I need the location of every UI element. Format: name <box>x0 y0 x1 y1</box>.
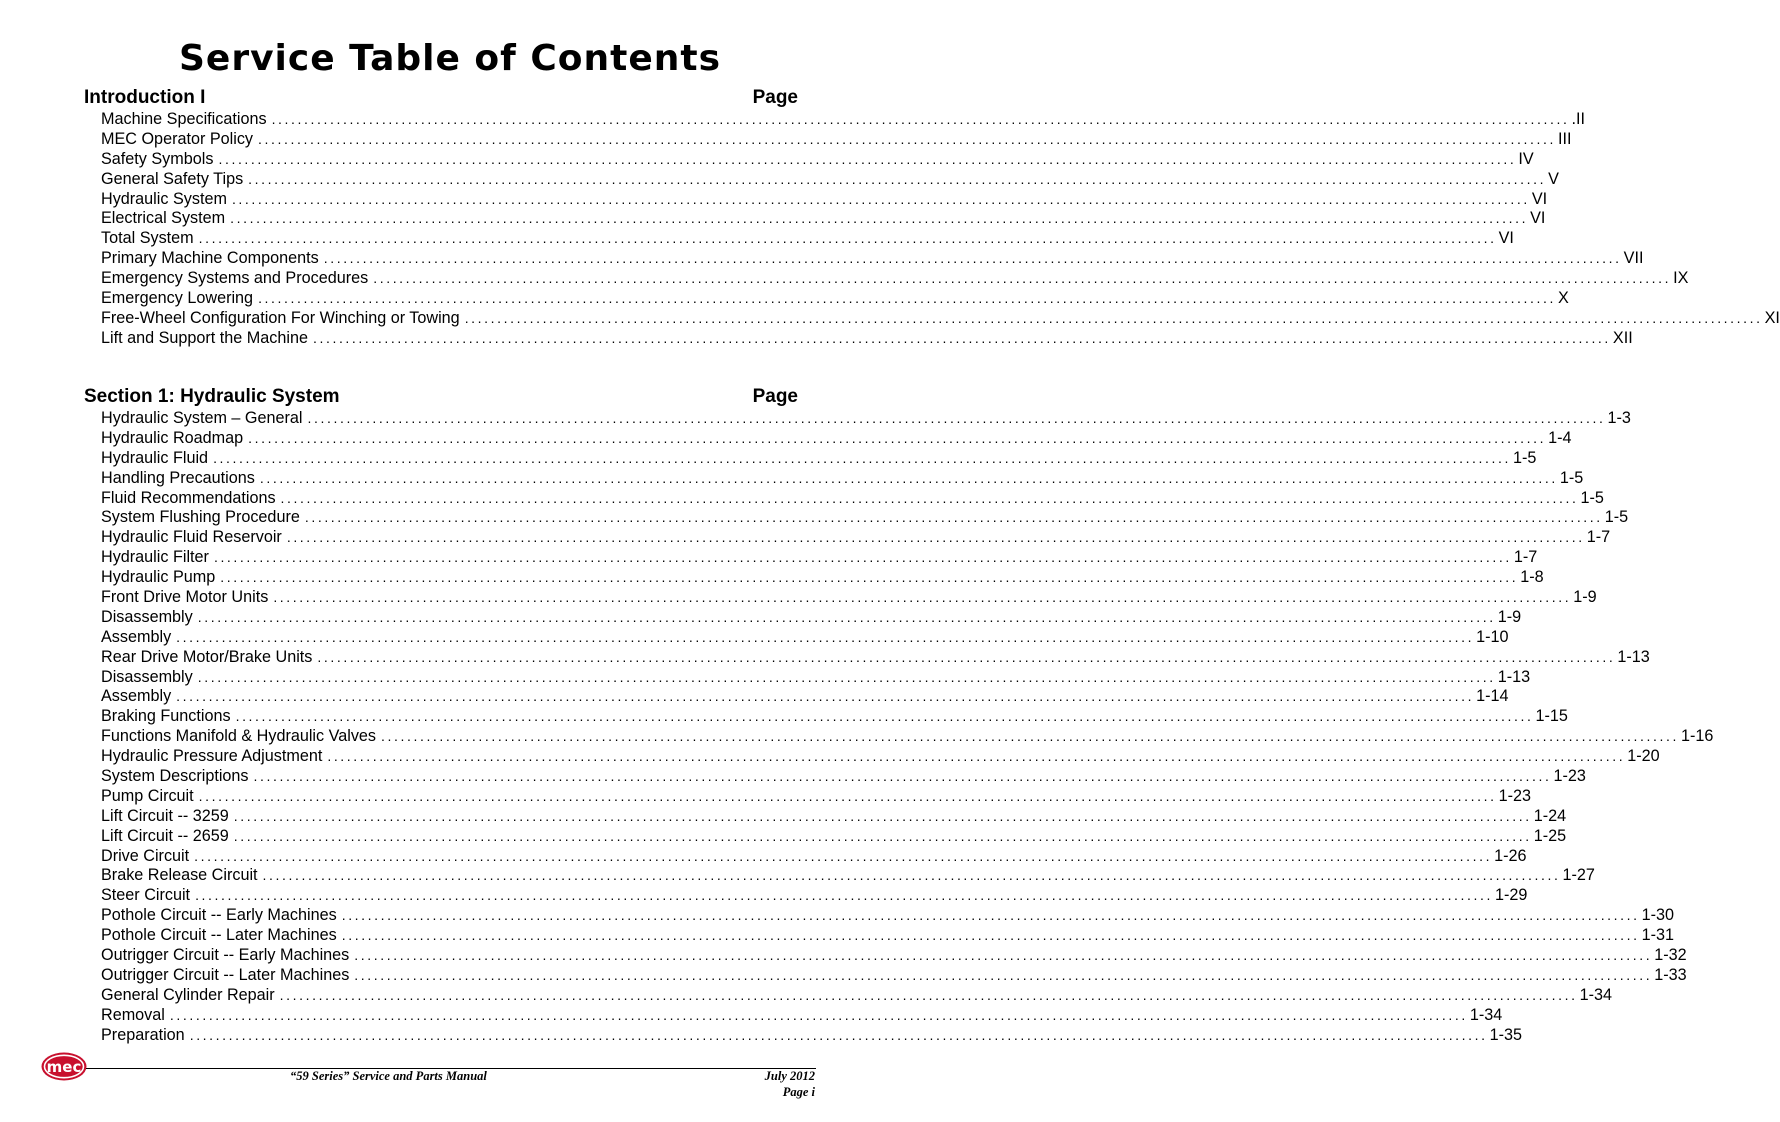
toc-entry-title: Emergency Lowering <box>101 289 254 308</box>
toc-entry-page: 1-9 <box>1497 607 1522 626</box>
toc-entry[interactable] <box>101 786 1531 807</box>
dot-leader: ........................................................................................................................................................................................................ <box>169 1006 1468 1023</box>
toc-entry-page: 1-5 <box>1559 468 1584 487</box>
toc-entry-title: Hydraulic Fluid <box>101 448 209 467</box>
toc-entry-page: XI <box>1764 308 1780 327</box>
toc-entry[interactable] <box>101 209 1546 229</box>
toc-entry-title: Safety Symbols <box>101 149 214 168</box>
dot-leader: ........................................................................................................................................................................................................ <box>194 847 1493 864</box>
dot-leader: ........................................................................................................................................................................................................ <box>286 529 1585 546</box>
dot-leader: ........................................................................................................................................................................................................ <box>231 190 1530 207</box>
toc-entry[interactable] <box>101 269 1689 289</box>
toc-entry-title: Hydraulic Filter <box>101 548 209 567</box>
toc-entry[interactable] <box>101 806 1567 827</box>
toc-entry-page: X <box>1558 289 1569 308</box>
toc-entry-title: Braking Functions <box>101 707 231 726</box>
toc-entry-page: 1-34 <box>1579 985 1612 1004</box>
hydraulic-section <box>84 385 1714 1046</box>
dot-leader: ........................................................................................................................................................................................................ <box>258 290 1556 307</box>
toc-entry-page: 1-26 <box>1494 846 1527 865</box>
page-title: Service Table of Contents <box>178 38 722 79</box>
toc-entry-title: General Safety Tips <box>101 169 244 188</box>
dot-leader: ........................................................................................................................................................................................................ <box>312 329 1611 346</box>
toc-entry-title: Lift and Support the Machine <box>101 328 308 347</box>
toc-entry-page: 1-16 <box>1680 727 1714 746</box>
toc-entry-page: 1-13 <box>1617 647 1650 666</box>
toc-entry-page: 1-25 <box>1533 826 1567 845</box>
toc-entry-title: Pump Circuit <box>101 786 194 805</box>
toc-entry[interactable] <box>101 568 1544 588</box>
toc-entry-page: 1-9 <box>1573 588 1597 607</box>
dot-leader: ........................................................................................................................................................................................................ <box>341 927 1640 944</box>
toc-entry-title: System Flushing Procedure <box>101 508 300 527</box>
toc-entry-title: Pothole Circuit -- Early Machines <box>101 906 337 925</box>
dot-leader: ........................................................................................................................................................................................................ <box>304 509 1603 526</box>
toc-entry-title: General Cylinder Repair <box>101 985 275 1004</box>
toc-entry-page: VI <box>1498 229 1514 248</box>
toc-entry[interactable] <box>101 488 1604 509</box>
toc-entry[interactable] <box>101 667 1531 688</box>
toc-entry[interactable] <box>101 528 1611 548</box>
toc-entry-page: 1-20 <box>1627 747 1660 766</box>
footer-date: July 2012 <box>764 1069 815 1083</box>
toc-entry[interactable] <box>101 110 1585 130</box>
dot-leader: ........................................................................................................................................................................................................ <box>230 210 1529 227</box>
dot-leader: ........................................................................................................................................................................................................ <box>189 1026 1488 1043</box>
toc-entry-page: 1-4 <box>1548 428 1572 447</box>
dot-leader: ........................................................................................................................................................................................................ <box>197 608 1496 625</box>
dot-leader: ........................................................................................................................................................................................................ <box>381 728 1679 745</box>
toc-entry-page: IV <box>1518 149 1534 168</box>
toc-entry[interactable] <box>101 328 1633 349</box>
manual-title: “59 Series” Service and Parts Manual <box>290 1069 487 1083</box>
toc-entry[interactable] <box>101 548 1538 568</box>
toc-entry-title: Hydraulic System <box>101 189 227 208</box>
dot-leader: ........................................................................................................................................................................................................ <box>280 489 1579 506</box>
toc-entry-page: 1-24 <box>1533 806 1567 825</box>
toc-entry-list <box>84 110 1780 349</box>
dot-leader: ........................................................................................................................................................................................................ <box>233 807 1532 824</box>
toc-entry-title: Assembly <box>101 687 172 706</box>
toc-entry-title: Primary Machine Components <box>101 249 319 268</box>
toc-entry[interactable] <box>101 508 1629 528</box>
toc-entry-title: Lift Circuit -- 2659 <box>101 826 229 845</box>
page-column-label: Page <box>752 87 798 108</box>
dot-leader: ........................................................................................................................................................................................................ <box>327 748 1626 765</box>
toc-entry[interactable] <box>101 229 1514 249</box>
toc-entry[interactable] <box>101 627 1509 648</box>
toc-entry[interactable] <box>101 588 1597 608</box>
footer-page-number: Page i <box>782 1085 815 1099</box>
dot-leader: ........................................................................................................................................................................................................ <box>323 250 1622 267</box>
toc-entry-title: Emergency Systems and Procedures <box>101 269 369 288</box>
toc-entry[interactable] <box>101 926 1675 946</box>
toc-entry[interactable] <box>101 747 1660 767</box>
dot-leader: ........................................................................................................................................................................................................ <box>220 569 1519 586</box>
toc-entry-title: Assembly <box>101 627 172 646</box>
toc-entry-title: Free-Wheel Configuration For Winching or Towing <box>101 308 460 327</box>
toc-entry-title: Drive Circuit <box>101 846 190 865</box>
toc-entry-title: Hydraulic Pressure Adjustment <box>101 747 323 766</box>
toc-entry-title: MEC Operator Policy <box>101 129 254 148</box>
dot-leader: ........................................................................................................................................................................................................ <box>176 688 1475 705</box>
toc-entry[interactable] <box>101 985 1612 1006</box>
toc-entry-page: IX <box>1673 269 1689 288</box>
toc-entry-page: 1-34 <box>1469 1005 1503 1024</box>
toc-entry[interactable] <box>101 308 1780 329</box>
dot-leader: ........................................................................................................................................................................................................ <box>248 429 1547 446</box>
toc-entry-page: 1-23 <box>1553 767 1586 786</box>
toc-entry-page: 1-32 <box>1654 946 1687 965</box>
toc-entry-page: 1-5 <box>1513 448 1537 467</box>
toc-entry[interactable] <box>101 1025 1523 1046</box>
dot-leader: ........................................................................................................................................................................................................ <box>218 150 1517 167</box>
dot-leader: ........................................................................................................................................................................................................ <box>233 827 1532 844</box>
toc-entry-title: Outrigger Circuit -- Later Machines <box>101 965 350 984</box>
toc-entry[interactable] <box>101 249 1644 269</box>
dot-leader: ........................................................................................................................................................................................................ <box>176 628 1475 645</box>
dot-leader: ........................................................................................................................................................................................................ <box>464 309 1763 326</box>
logo-text: mec <box>46 1058 82 1076</box>
toc-entry-title: Disassembly <box>101 667 193 686</box>
toc-entry[interactable] <box>101 886 1528 906</box>
toc-entry-title: Hydraulic Roadmap <box>101 428 244 447</box>
toc-entry-page: VII <box>1623 249 1644 268</box>
toc-entry[interactable] <box>101 607 1522 628</box>
toc-entry-title: Hydraulic System – General <box>101 409 303 427</box>
toc-entry[interactable] <box>101 826 1567 847</box>
toc-entry-page: 1-13 <box>1497 667 1531 686</box>
toc-entry[interactable] <box>101 409 1631 429</box>
dot-leader: ........................................................................................................................................................................................................ <box>307 410 1606 426</box>
dot-leader: ........................................................................................................................................................................................................ <box>235 708 1534 725</box>
toc-entry-title: Steer Circuit <box>101 886 191 905</box>
toc-entry[interactable] <box>101 687 1509 707</box>
toc-entry[interactable] <box>101 149 1534 170</box>
toc-entry-page: 1-29 <box>1495 886 1528 905</box>
toc-entry-page: 1-10 <box>1476 627 1509 646</box>
toc-entry-title: Hydraulic Fluid Reservoir <box>101 528 282 547</box>
toc-entry-page: 1-27 <box>1562 866 1595 885</box>
section-heading: Introduction I <box>84 87 206 108</box>
toc-entry[interactable] <box>101 906 1675 926</box>
toc-entry-title: Brake Release Circuit <box>101 866 258 885</box>
toc-entry-title: Front Drive Motor Units <box>101 588 269 607</box>
dot-leader: ........................................................................................................................................................................................................ <box>373 270 1672 287</box>
dot-leader: ........................................................................................................................................................................................................ <box>341 907 1640 924</box>
dot-leader: ........................................................................................................................................................................................................ <box>198 230 1497 247</box>
section-heading: Section 1: Hydraulic System <box>84 386 340 407</box>
dot-leader: ........................................................................................................................................................................................................ <box>273 589 1572 606</box>
toc-entry-page: 1-35 <box>1489 1025 1523 1044</box>
dot-leader: ........................................................................................................................................................................................................ <box>354 966 1653 983</box>
toc-entry-title: Handling Precautions <box>101 468 255 487</box>
toc-entry-page: 1-15 <box>1535 707 1568 726</box>
toc-entry[interactable] <box>101 647 1650 668</box>
toc-entry-page: VI <box>1530 209 1546 228</box>
toc-entry-page: 1-3 <box>1607 409 1631 427</box>
toc-entry[interactable] <box>101 846 1527 867</box>
toc-entry-page: 1-31 <box>1641 926 1675 945</box>
toc-entry[interactable] <box>101 428 1572 449</box>
toc-entry-page: 1-7 <box>1513 548 1538 567</box>
toc-entry-title: Pothole Circuit -- Later Machines <box>101 926 337 945</box>
toc-entry-title: Preparation <box>101 1025 185 1044</box>
toc-entry-page: 1-30 <box>1641 906 1675 925</box>
toc-entry-page: 1-33 <box>1654 965 1687 984</box>
toc-entry-title: Lift Circuit -- 3259 <box>101 806 229 825</box>
dot-leader: ........................................................................................................................................................................................................ <box>271 111 1570 127</box>
toc-entry-page: 1-5 <box>1580 488 1604 507</box>
dot-leader: ........................................................................................................................................................................................................ <box>262 867 1561 884</box>
dot-leader: ........................................................................................................................................................................................................ <box>197 668 1496 685</box>
toc-entry-title: Hydraulic Pump <box>101 568 216 587</box>
toc-entry-title: Disassembly <box>101 607 193 626</box>
toc-entry-title: Rear Drive Motor/Brake Units <box>101 647 313 666</box>
toc-entry[interactable] <box>101 767 1586 787</box>
toc-entry-page: V <box>1548 169 1559 188</box>
dot-leader: ........................................................................................................................................................................................................ <box>253 768 1552 785</box>
toc-entry-page: 1-5 <box>1604 508 1629 527</box>
introduction-section <box>84 86 1780 349</box>
toc-entry[interactable] <box>101 169 1559 190</box>
toc-entry[interactable] <box>101 866 1595 886</box>
page-column-label: Page <box>752 386 798 407</box>
dot-leader: ........................................................................................................................................................................................................ <box>317 648 1616 665</box>
toc-entry-title: Functions Manifold & Hydraulic Valves <box>101 727 377 746</box>
toc-entry[interactable] <box>101 1005 1503 1026</box>
toc-entry[interactable] <box>101 707 1568 727</box>
toc-entry-page: 1-8 <box>1520 568 1544 587</box>
toc-entry[interactable] <box>101 468 1584 489</box>
dot-leader: ........................................................................................................................................................................................................ <box>279 986 1578 1003</box>
dot-leader: ........................................................................................................................................................................................................ <box>248 170 1547 187</box>
toc-entry-title: Removal <box>101 1005 165 1024</box>
toc-entry-page: .II <box>1571 110 1585 128</box>
toc-entry-page: XII <box>1612 328 1633 347</box>
section-header <box>84 385 798 409</box>
dot-leader: ........................................................................................................................................................................................................ <box>258 130 1556 147</box>
toc-entry[interactable] <box>101 289 1569 309</box>
toc-entry-title: Fluid Recommendations <box>101 488 276 507</box>
toc-entry-title: Total System <box>101 229 194 248</box>
toc-entry-page: VI <box>1531 189 1548 208</box>
dot-leader: ........................................................................................................................................................................................................ <box>213 549 1512 566</box>
section-header <box>84 86 798 110</box>
toc-entry-title: Machine Specifications <box>101 110 267 128</box>
dot-leader: ........................................................................................................................................................................................................ <box>198 787 1497 804</box>
mec-logo <box>40 1051 88 1082</box>
dot-leader: ........................................................................................................................................................................................................ <box>354 947 1653 964</box>
dot-leader: ........................................................................................................................................................................................................ <box>259 469 1558 486</box>
toc-entry[interactable] <box>101 189 1548 210</box>
dot-leader: ........................................................................................................................................................................................................ <box>213 449 1511 466</box>
toc-entry-title: System Descriptions <box>101 767 249 786</box>
toc-entry-page: III <box>1557 129 1572 148</box>
toc-entry-page: 1-14 <box>1476 687 1509 706</box>
toc-entry-page: 1-7 <box>1586 528 1611 547</box>
toc-entry[interactable] <box>101 965 1687 986</box>
toc-entry[interactable] <box>101 946 1687 966</box>
toc-entry-title: Electrical System <box>101 209 226 228</box>
toc-entry-title: Outrigger Circuit -- Early Machines <box>101 946 350 965</box>
toc-entry[interactable] <box>101 727 1714 747</box>
toc-entry[interactable] <box>101 448 1537 469</box>
toc-entry[interactable] <box>101 129 1572 150</box>
toc-entry-list <box>84 409 1714 1046</box>
dot-leader: ........................................................................................................................................................................................................ <box>195 887 1493 904</box>
toc-entry-page: 1-23 <box>1498 786 1531 805</box>
